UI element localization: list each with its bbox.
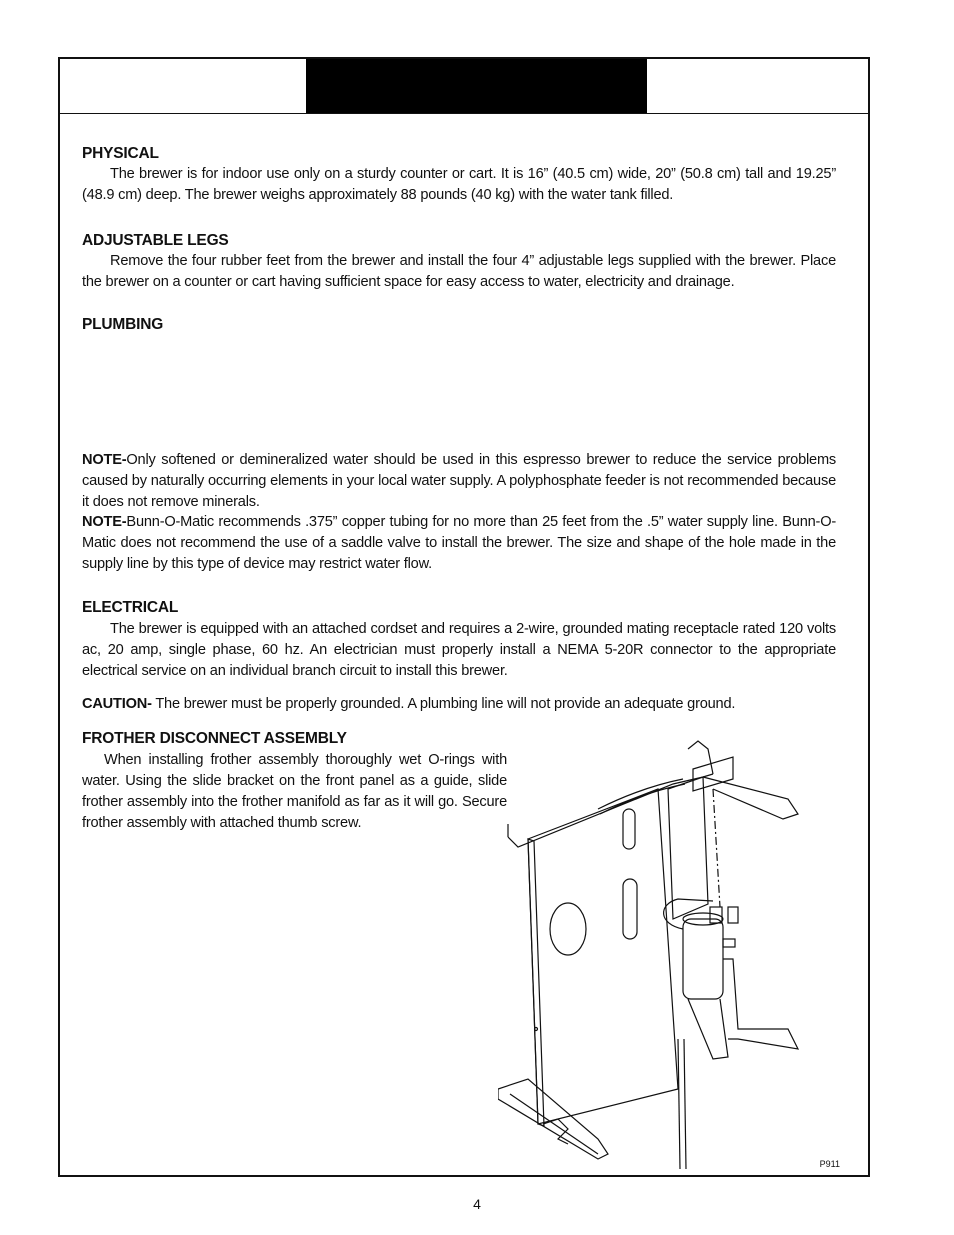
- page-number: 4: [473, 1196, 481, 1212]
- physical-heading: PHYSICAL: [82, 145, 159, 162]
- header-divider: [60, 113, 868, 114]
- frother-heading: FROTHER DISCONNECT ASSEMBLY: [82, 730, 347, 747]
- plumbing-note-2: [82, 512, 836, 575]
- caution-text: The brewer must be properly grounded. A plumbing line will not provide an adequate ground.: [151, 696, 736, 712]
- adjustable-legs-body: Remove the four rubber feet from the brewer and install the four 4” adjustable legs supplied with the brewer. Place the brewer on a counter or cart having sufficient space for easy access to water, electricity and drainage.: [82, 253, 836, 290]
- frother-assembly-illustration: [498, 729, 848, 1169]
- plumbing-note-1: [82, 450, 836, 513]
- title-bar: [306, 59, 647, 114]
- caution-label: CAUTION-: [82, 696, 152, 712]
- adjustable-legs-heading: ADJUSTABLE LEGS: [82, 232, 229, 249]
- page-frame: [58, 57, 870, 1177]
- physical-body: The brewer is for indoor use only on a sturdy counter or cart. It is 16” (40.5 cm) wide, 20” (50.8 cm) tall and 19.25” (48.9 cm) deep. The brewer weighs approximately 88 pounds (40 kg) with the water tank filled.: [82, 166, 836, 203]
- figure-code: P911: [819, 1159, 840, 1169]
- note-2-text: Bunn-O-Matic recommends .375” copper tubing for no more than 25 feet from the .5” water supply line. Bunn-O-Matic does not recommend the use of a saddle valve to install the brewer. The size and shape of the hole made in the supply line by this type of device may restrict water flow.: [82, 514, 836, 572]
- plumbing-heading: PLUMBING: [82, 316, 164, 333]
- note-1-label: NOTE-: [82, 452, 127, 468]
- electrical-body: The brewer is equipped with an attached cordset and requires a 2-wire, grounded mating receptacle rated 120 volts ac, 20 amp, single phase, 60 hz. An electrician must properly install a NEMA 5-20R connector to the appropriate electrical service on an individual branch circuit to install this brewer.: [82, 621, 836, 679]
- caution-line: [82, 694, 836, 715]
- note-1-text: Only softened or demineralized water should be used in this espresso brewer to reduce the service problems caused by naturally occurring elements in your local water supply. A polyphosphate feeder is not recommended because it does not remove minerals.: [82, 452, 836, 510]
- note-2-label: NOTE-: [82, 514, 127, 530]
- frother-body: When installing frother assembly thoroughly wet O-rings with water. Using the slide bracket on the front panel as a guide, slide frother assembly into the frother manifold as far as it will go. Secure frother assembly with attached thumb screw.: [82, 752, 507, 831]
- electrical-heading: ELECTRICAL: [82, 599, 179, 616]
